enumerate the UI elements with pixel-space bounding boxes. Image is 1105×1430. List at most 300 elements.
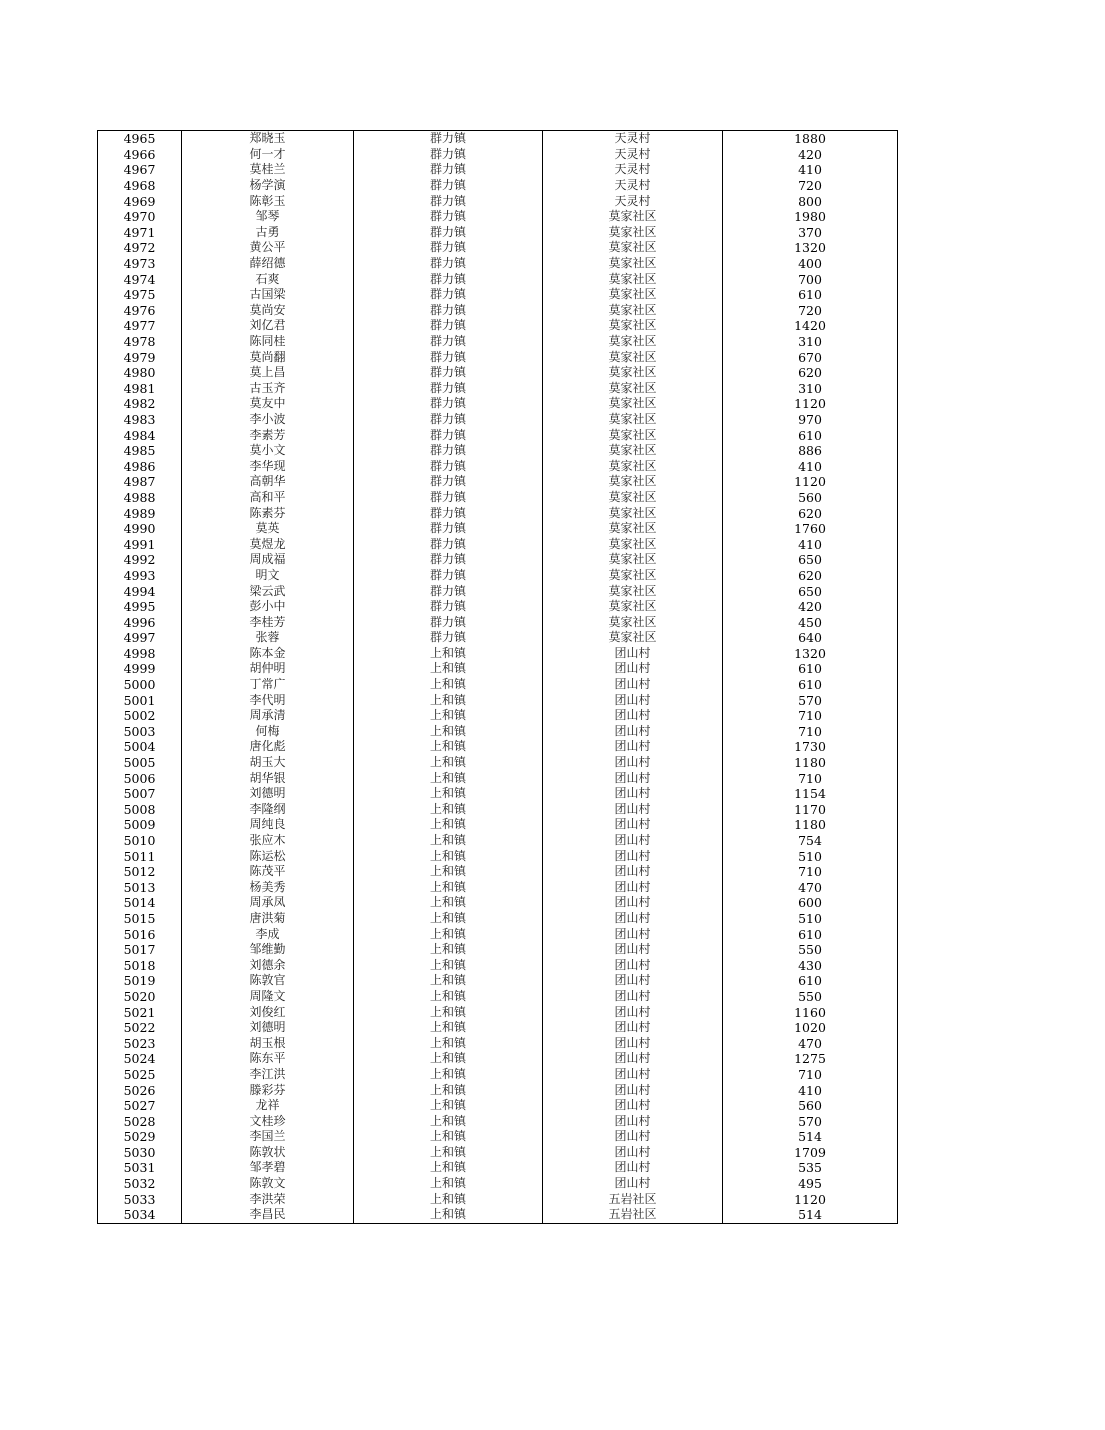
row-number-cell: 4998 bbox=[98, 646, 182, 662]
village-name-cell: 莫家社区 bbox=[543, 271, 723, 287]
table-row bbox=[98, 193, 898, 209]
table-row bbox=[98, 739, 898, 755]
data-table bbox=[97, 130, 898, 1224]
town-name-cell: 群力镇 bbox=[354, 193, 543, 209]
row-number-cell: 4999 bbox=[98, 661, 182, 677]
person-name-cell: 莫上昌 bbox=[182, 365, 354, 381]
town-name-cell: 上和镇 bbox=[354, 895, 543, 911]
person-name-cell: 杨美秀 bbox=[182, 880, 354, 896]
table-row bbox=[98, 614, 898, 630]
town-name-cell: 群力镇 bbox=[354, 381, 543, 397]
town-name-cell: 群力镇 bbox=[354, 271, 543, 287]
amount-cell: 410 bbox=[723, 1082, 898, 1098]
town-name-cell: 上和镇 bbox=[354, 1035, 543, 1051]
village-name-cell: 莫家社区 bbox=[543, 568, 723, 584]
row-number-cell: 5029 bbox=[98, 1129, 182, 1145]
table-row bbox=[98, 1207, 898, 1223]
amount-cell: 1420 bbox=[723, 318, 898, 334]
village-name-cell: 团山村 bbox=[543, 1160, 723, 1176]
town-name-cell: 上和镇 bbox=[354, 973, 543, 989]
village-name-cell: 莫家社区 bbox=[543, 318, 723, 334]
amount-cell: 610 bbox=[723, 427, 898, 443]
table-row bbox=[98, 256, 898, 272]
table-row bbox=[98, 817, 898, 833]
table-row bbox=[98, 443, 898, 459]
town-name-cell: 群力镇 bbox=[354, 568, 543, 584]
person-name-cell: 李华现 bbox=[182, 458, 354, 474]
row-number-cell: 4990 bbox=[98, 521, 182, 537]
town-name-cell: 上和镇 bbox=[354, 1176, 543, 1192]
village-name-cell: 团山村 bbox=[543, 957, 723, 973]
town-name-cell: 上和镇 bbox=[354, 770, 543, 786]
table-row bbox=[98, 755, 898, 771]
town-name-cell: 群力镇 bbox=[354, 474, 543, 490]
village-name-cell: 天灵村 bbox=[543, 178, 723, 194]
amount-cell: 470 bbox=[723, 880, 898, 896]
person-name-cell: 莫煜龙 bbox=[182, 536, 354, 552]
person-name-cell: 陈敦官 bbox=[182, 973, 354, 989]
table-row bbox=[98, 677, 898, 693]
person-name-cell: 李隆纲 bbox=[182, 802, 354, 818]
row-number-cell: 5030 bbox=[98, 1145, 182, 1161]
table-row bbox=[98, 536, 898, 552]
row-number-cell: 4975 bbox=[98, 287, 182, 303]
amount-cell: 1170 bbox=[723, 802, 898, 818]
row-number-cell: 4984 bbox=[98, 427, 182, 443]
town-name-cell: 群力镇 bbox=[354, 209, 543, 225]
amount-cell: 1760 bbox=[723, 521, 898, 537]
person-name-cell: 古玉齐 bbox=[182, 381, 354, 397]
town-name-cell: 群力镇 bbox=[354, 318, 543, 334]
person-name-cell: 陈本金 bbox=[182, 646, 354, 662]
row-number-cell: 5025 bbox=[98, 1067, 182, 1083]
table-row bbox=[98, 131, 898, 147]
person-name-cell: 张应木 bbox=[182, 833, 354, 849]
town-name-cell: 群力镇 bbox=[354, 427, 543, 443]
table-row bbox=[98, 1098, 898, 1114]
town-name-cell: 群力镇 bbox=[354, 365, 543, 381]
row-number-cell: 4976 bbox=[98, 303, 182, 319]
table-row bbox=[98, 630, 898, 646]
town-name-cell: 上和镇 bbox=[354, 942, 543, 958]
village-name-cell: 莫家社区 bbox=[543, 349, 723, 365]
row-number-cell: 5018 bbox=[98, 957, 182, 973]
town-name-cell: 上和镇 bbox=[354, 1113, 543, 1129]
village-name-cell: 团山村 bbox=[543, 755, 723, 771]
town-name-cell: 群力镇 bbox=[354, 443, 543, 459]
town-name-cell: 上和镇 bbox=[354, 1004, 543, 1020]
town-name-cell: 上和镇 bbox=[354, 724, 543, 740]
town-name-cell: 上和镇 bbox=[354, 989, 543, 1005]
row-number-cell: 5011 bbox=[98, 848, 182, 864]
person-name-cell: 龙祥 bbox=[182, 1098, 354, 1114]
table-row bbox=[98, 1145, 898, 1161]
row-number-cell: 5033 bbox=[98, 1191, 182, 1207]
town-name-cell: 上和镇 bbox=[354, 911, 543, 927]
town-name-cell: 群力镇 bbox=[354, 412, 543, 428]
amount-cell: 650 bbox=[723, 552, 898, 568]
row-number-cell: 5017 bbox=[98, 942, 182, 958]
row-number-cell: 4978 bbox=[98, 334, 182, 350]
town-name-cell: 群力镇 bbox=[354, 583, 543, 599]
village-name-cell: 莫家社区 bbox=[543, 490, 723, 506]
person-name-cell: 胡玉根 bbox=[182, 1035, 354, 1051]
amount-cell: 535 bbox=[723, 1160, 898, 1176]
amount-cell: 970 bbox=[723, 412, 898, 428]
table-row bbox=[98, 583, 898, 599]
town-name-cell: 上和镇 bbox=[354, 661, 543, 677]
amount-cell: 710 bbox=[723, 724, 898, 740]
village-name-cell: 团山村 bbox=[543, 880, 723, 896]
table-row bbox=[98, 833, 898, 849]
village-name-cell: 团山村 bbox=[543, 864, 723, 880]
row-number-cell: 5003 bbox=[98, 724, 182, 740]
village-name-cell: 莫家社区 bbox=[543, 505, 723, 521]
amount-cell: 450 bbox=[723, 614, 898, 630]
row-number-cell: 5024 bbox=[98, 1051, 182, 1067]
village-name-cell: 莫家社区 bbox=[543, 303, 723, 319]
amount-cell: 550 bbox=[723, 942, 898, 958]
village-name-cell: 团山村 bbox=[543, 926, 723, 942]
row-number-cell: 4968 bbox=[98, 178, 182, 194]
village-name-cell: 团山村 bbox=[543, 1145, 723, 1161]
amount-cell: 510 bbox=[723, 911, 898, 927]
amount-cell: 710 bbox=[723, 864, 898, 880]
town-name-cell: 群力镇 bbox=[354, 505, 543, 521]
village-name-cell: 团山村 bbox=[543, 1129, 723, 1145]
village-name-cell: 团山村 bbox=[543, 724, 723, 740]
person-name-cell: 古勇 bbox=[182, 225, 354, 241]
village-name-cell: 五岩社区 bbox=[543, 1191, 723, 1207]
village-name-cell: 团山村 bbox=[543, 942, 723, 958]
table-row bbox=[98, 1082, 898, 1098]
town-name-cell: 群力镇 bbox=[354, 396, 543, 412]
person-name-cell: 高朝华 bbox=[182, 474, 354, 490]
town-name-cell: 上和镇 bbox=[354, 1020, 543, 1036]
row-number-cell: 4972 bbox=[98, 240, 182, 256]
town-name-cell: 群力镇 bbox=[354, 225, 543, 241]
row-number-cell: 5031 bbox=[98, 1160, 182, 1176]
table-row bbox=[98, 911, 898, 927]
table-row bbox=[98, 1067, 898, 1083]
person-name-cell: 杨学演 bbox=[182, 178, 354, 194]
row-number-cell: 5021 bbox=[98, 1004, 182, 1020]
person-name-cell: 莫友中 bbox=[182, 396, 354, 412]
table-row bbox=[98, 147, 898, 163]
town-name-cell: 上和镇 bbox=[354, 786, 543, 802]
table-row bbox=[98, 864, 898, 880]
amount-cell: 620 bbox=[723, 568, 898, 584]
person-name-cell: 莫尚安 bbox=[182, 303, 354, 319]
person-name-cell: 莫小文 bbox=[182, 443, 354, 459]
village-name-cell: 莫家社区 bbox=[543, 599, 723, 615]
person-name-cell: 何一才 bbox=[182, 147, 354, 163]
town-name-cell: 上和镇 bbox=[354, 1067, 543, 1083]
row-number-cell: 5001 bbox=[98, 692, 182, 708]
amount-cell: 430 bbox=[723, 957, 898, 973]
amount-cell: 1120 bbox=[723, 474, 898, 490]
town-name-cell: 上和镇 bbox=[354, 926, 543, 942]
town-name-cell: 上和镇 bbox=[354, 1207, 543, 1223]
person-name-cell: 刘德明 bbox=[182, 1020, 354, 1036]
row-number-cell: 4983 bbox=[98, 412, 182, 428]
town-name-cell: 上和镇 bbox=[354, 755, 543, 771]
person-name-cell: 何梅 bbox=[182, 724, 354, 740]
table-row bbox=[98, 178, 898, 194]
amount-cell: 670 bbox=[723, 349, 898, 365]
row-number-cell: 5004 bbox=[98, 739, 182, 755]
village-name-cell: 莫家社区 bbox=[543, 443, 723, 459]
row-number-cell: 5008 bbox=[98, 802, 182, 818]
amount-cell: 410 bbox=[723, 162, 898, 178]
town-name-cell: 上和镇 bbox=[354, 848, 543, 864]
row-number-cell: 5027 bbox=[98, 1098, 182, 1114]
village-name-cell: 团山村 bbox=[543, 1113, 723, 1129]
table-row bbox=[98, 661, 898, 677]
row-number-cell: 4969 bbox=[98, 193, 182, 209]
table-row bbox=[98, 848, 898, 864]
village-name-cell: 莫家社区 bbox=[543, 458, 723, 474]
amount-cell: 1275 bbox=[723, 1051, 898, 1067]
village-name-cell: 莫家社区 bbox=[543, 427, 723, 443]
table-row bbox=[98, 708, 898, 724]
town-name-cell: 群力镇 bbox=[354, 334, 543, 350]
table-row bbox=[98, 973, 898, 989]
village-name-cell: 团山村 bbox=[543, 833, 723, 849]
person-name-cell: 丁常广 bbox=[182, 677, 354, 693]
town-name-cell: 上和镇 bbox=[354, 1145, 543, 1161]
table-row bbox=[98, 225, 898, 241]
town-name-cell: 群力镇 bbox=[354, 536, 543, 552]
row-number-cell: 4977 bbox=[98, 318, 182, 334]
table-row bbox=[98, 1176, 898, 1192]
person-name-cell: 莫英 bbox=[182, 521, 354, 537]
table-row bbox=[98, 240, 898, 256]
row-number-cell: 4973 bbox=[98, 256, 182, 272]
person-name-cell: 滕彩芬 bbox=[182, 1082, 354, 1098]
village-name-cell: 团山村 bbox=[543, 1098, 723, 1114]
village-name-cell: 团山村 bbox=[543, 677, 723, 693]
person-name-cell: 张蓉 bbox=[182, 630, 354, 646]
table-row bbox=[98, 1160, 898, 1176]
row-number-cell: 4971 bbox=[98, 225, 182, 241]
village-name-cell: 莫家社区 bbox=[543, 209, 723, 225]
village-name-cell: 团山村 bbox=[543, 661, 723, 677]
village-name-cell: 莫家社区 bbox=[543, 256, 723, 272]
table-row bbox=[98, 458, 898, 474]
table-row bbox=[98, 989, 898, 1005]
person-name-cell: 李江洪 bbox=[182, 1067, 354, 1083]
town-name-cell: 上和镇 bbox=[354, 957, 543, 973]
amount-cell: 754 bbox=[723, 833, 898, 849]
row-number-cell: 5014 bbox=[98, 895, 182, 911]
town-name-cell: 群力镇 bbox=[354, 256, 543, 272]
table-row bbox=[98, 1035, 898, 1051]
table-row bbox=[98, 334, 898, 350]
person-name-cell: 文桂珍 bbox=[182, 1113, 354, 1129]
table-row bbox=[98, 287, 898, 303]
amount-cell: 620 bbox=[723, 505, 898, 521]
row-number-cell: 4979 bbox=[98, 349, 182, 365]
person-name-cell: 李昌民 bbox=[182, 1207, 354, 1223]
table-row bbox=[98, 365, 898, 381]
village-name-cell: 莫家社区 bbox=[543, 552, 723, 568]
amount-cell: 1880 bbox=[723, 131, 898, 147]
row-number-cell: 5000 bbox=[98, 677, 182, 693]
town-name-cell: 上和镇 bbox=[354, 1082, 543, 1098]
town-name-cell: 群力镇 bbox=[354, 490, 543, 506]
row-number-cell: 5016 bbox=[98, 926, 182, 942]
amount-cell: 1320 bbox=[723, 646, 898, 662]
row-number-cell: 5023 bbox=[98, 1035, 182, 1051]
amount-cell: 510 bbox=[723, 848, 898, 864]
row-number-cell: 5006 bbox=[98, 770, 182, 786]
town-name-cell: 上和镇 bbox=[354, 817, 543, 833]
village-name-cell: 天灵村 bbox=[543, 162, 723, 178]
table-row bbox=[98, 412, 898, 428]
row-number-cell: 5012 bbox=[98, 864, 182, 880]
person-name-cell: 石爽 bbox=[182, 271, 354, 287]
person-name-cell: 胡仲明 bbox=[182, 661, 354, 677]
village-name-cell: 天灵村 bbox=[543, 147, 723, 163]
village-name-cell: 团山村 bbox=[543, 1004, 723, 1020]
person-name-cell: 陈运松 bbox=[182, 848, 354, 864]
village-name-cell: 团山村 bbox=[543, 1051, 723, 1067]
row-number-cell: 5019 bbox=[98, 973, 182, 989]
amount-cell: 720 bbox=[723, 178, 898, 194]
town-name-cell: 上和镇 bbox=[354, 802, 543, 818]
amount-cell: 310 bbox=[723, 381, 898, 397]
table-body bbox=[98, 131, 898, 1224]
village-name-cell: 团山村 bbox=[543, 646, 723, 662]
amount-cell: 560 bbox=[723, 490, 898, 506]
amount-cell: 610 bbox=[723, 661, 898, 677]
amount-cell: 610 bbox=[723, 973, 898, 989]
village-name-cell: 团山村 bbox=[543, 1035, 723, 1051]
village-name-cell: 团山村 bbox=[543, 848, 723, 864]
village-name-cell: 莫家社区 bbox=[543, 381, 723, 397]
row-number-cell: 5005 bbox=[98, 755, 182, 771]
person-name-cell: 李国兰 bbox=[182, 1129, 354, 1145]
person-name-cell: 李成 bbox=[182, 926, 354, 942]
town-name-cell: 群力镇 bbox=[354, 614, 543, 630]
amount-cell: 420 bbox=[723, 147, 898, 163]
table-row bbox=[98, 1129, 898, 1145]
town-name-cell: 上和镇 bbox=[354, 1129, 543, 1145]
row-number-cell: 5020 bbox=[98, 989, 182, 1005]
amount-cell: 800 bbox=[723, 193, 898, 209]
town-name-cell: 上和镇 bbox=[354, 1191, 543, 1207]
village-name-cell: 莫家社区 bbox=[543, 240, 723, 256]
village-name-cell: 莫家社区 bbox=[543, 412, 723, 428]
town-name-cell: 上和镇 bbox=[354, 880, 543, 896]
village-name-cell: 莫家社区 bbox=[543, 287, 723, 303]
row-number-cell: 4986 bbox=[98, 458, 182, 474]
amount-cell: 310 bbox=[723, 334, 898, 350]
table-row bbox=[98, 724, 898, 740]
village-name-cell: 莫家社区 bbox=[543, 225, 723, 241]
person-name-cell: 胡玉大 bbox=[182, 755, 354, 771]
village-name-cell: 团山村 bbox=[543, 973, 723, 989]
row-number-cell: 4992 bbox=[98, 552, 182, 568]
person-name-cell: 陈敦状 bbox=[182, 1145, 354, 1161]
person-name-cell: 李素芳 bbox=[182, 427, 354, 443]
row-number-cell: 5009 bbox=[98, 817, 182, 833]
person-name-cell: 郑晓玉 bbox=[182, 131, 354, 147]
amount-cell: 400 bbox=[723, 256, 898, 272]
table-row bbox=[98, 599, 898, 615]
village-name-cell: 天灵村 bbox=[543, 193, 723, 209]
row-number-cell: 4997 bbox=[98, 630, 182, 646]
village-name-cell: 五岩社区 bbox=[543, 1207, 723, 1223]
amount-cell: 410 bbox=[723, 458, 898, 474]
amount-cell: 600 bbox=[723, 895, 898, 911]
village-name-cell: 莫家社区 bbox=[543, 334, 723, 350]
amount-cell: 610 bbox=[723, 677, 898, 693]
person-name-cell: 刘亿君 bbox=[182, 318, 354, 334]
town-name-cell: 群力镇 bbox=[354, 147, 543, 163]
person-name-cell: 陈素芬 bbox=[182, 505, 354, 521]
person-name-cell: 李小波 bbox=[182, 412, 354, 428]
table-row bbox=[98, 505, 898, 521]
row-number-cell: 5026 bbox=[98, 1082, 182, 1098]
amount-cell: 550 bbox=[723, 989, 898, 1005]
amount-cell: 570 bbox=[723, 692, 898, 708]
table-row bbox=[98, 1020, 898, 1036]
person-name-cell: 刘德余 bbox=[182, 957, 354, 973]
amount-cell: 1180 bbox=[723, 817, 898, 833]
row-number-cell: 4981 bbox=[98, 381, 182, 397]
row-number-cell: 4987 bbox=[98, 474, 182, 490]
row-number-cell: 4980 bbox=[98, 365, 182, 381]
table-row bbox=[98, 802, 898, 818]
table-row bbox=[98, 427, 898, 443]
person-name-cell: 梁云武 bbox=[182, 583, 354, 599]
table-row bbox=[98, 1113, 898, 1129]
village-name-cell: 莫家社区 bbox=[543, 630, 723, 646]
amount-cell: 710 bbox=[723, 770, 898, 786]
amount-cell: 710 bbox=[723, 708, 898, 724]
amount-cell: 470 bbox=[723, 1035, 898, 1051]
town-name-cell: 群力镇 bbox=[354, 552, 543, 568]
amount-cell: 886 bbox=[723, 443, 898, 459]
table-row bbox=[98, 786, 898, 802]
amount-cell: 560 bbox=[723, 1098, 898, 1114]
village-name-cell: 团山村 bbox=[543, 989, 723, 1005]
person-name-cell: 黄公平 bbox=[182, 240, 354, 256]
amount-cell: 1730 bbox=[723, 739, 898, 755]
person-name-cell: 李代明 bbox=[182, 692, 354, 708]
table-row bbox=[98, 396, 898, 412]
person-name-cell: 薛绍德 bbox=[182, 256, 354, 272]
amount-cell: 1709 bbox=[723, 1145, 898, 1161]
table-row bbox=[98, 162, 898, 178]
town-name-cell: 群力镇 bbox=[354, 349, 543, 365]
table-row bbox=[98, 1191, 898, 1207]
person-name-cell: 彭小中 bbox=[182, 599, 354, 615]
person-name-cell: 周纯良 bbox=[182, 817, 354, 833]
person-name-cell: 陈同桂 bbox=[182, 334, 354, 350]
amount-cell: 1320 bbox=[723, 240, 898, 256]
amount-cell: 370 bbox=[723, 225, 898, 241]
amount-cell: 610 bbox=[723, 287, 898, 303]
town-name-cell: 群力镇 bbox=[354, 131, 543, 147]
person-name-cell: 陈彰玉 bbox=[182, 193, 354, 209]
person-name-cell: 周隆文 bbox=[182, 989, 354, 1005]
person-name-cell: 邹孝碧 bbox=[182, 1160, 354, 1176]
table-row bbox=[98, 646, 898, 662]
person-name-cell: 陈东平 bbox=[182, 1051, 354, 1067]
